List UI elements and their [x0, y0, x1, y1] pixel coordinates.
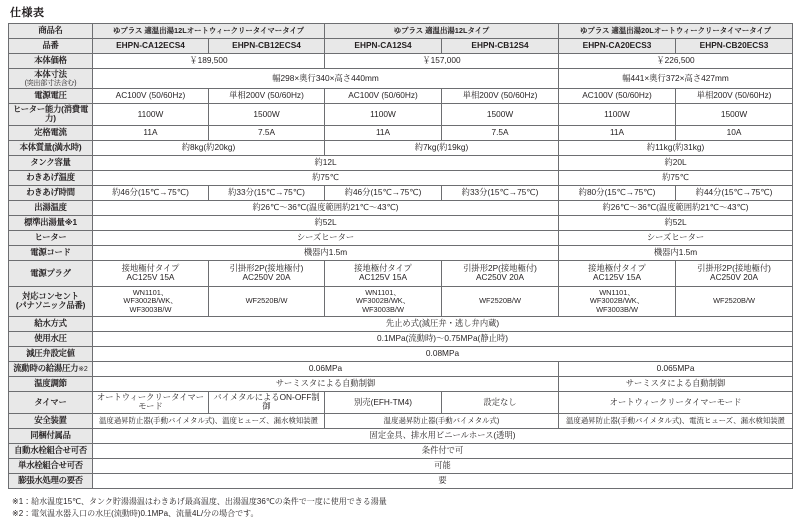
- rowhead-product-name: 商品名: [9, 24, 93, 39]
- rowhead-boiling-temp: わきあげ温度: [9, 170, 93, 185]
- reducing-valve-1: 0.08MPa: [93, 346, 793, 361]
- table-row-power-cord: [9, 245, 793, 260]
- outlet-socket-2: WF2520B/W: [209, 286, 325, 316]
- voltage-3: AC100V (50/60Hz): [325, 88, 442, 103]
- footnote-1: ※1：給水温度15℃、タンク貯湯湯温はわきあげ最高温度、出湯温度36℃の条件で一度に使用できる湯量: [12, 497, 387, 506]
- outlet-socket-4: WF2520B/W: [442, 286, 559, 316]
- tank-capacity-2: 約20L: [559, 155, 793, 170]
- power-cord-1: 機器内1.5m: [93, 245, 559, 260]
- table-row-temp-control: [9, 376, 793, 391]
- voltage-4: 単相200V (50/60Hz): [442, 88, 559, 103]
- outlet-socket-5: WN1101、 WF3002B/WK、 WF3003B/W: [559, 286, 676, 316]
- outlet-socket-6: WF2520B/W: [676, 286, 793, 316]
- table-row-power-plug: [9, 260, 793, 286]
- heater-capacity-6: 1500W: [676, 103, 793, 125]
- table-row-voltage: [9, 88, 793, 103]
- boiling-time-3: 約46分(15℃→75℃): [325, 185, 442, 200]
- model-2: EHPN-CB12ECS4: [209, 39, 325, 54]
- rowhead-water-supply: 給水方式: [9, 316, 93, 331]
- table-row-boiling-temp: [9, 170, 793, 185]
- rowhead-model: 品番: [9, 39, 93, 54]
- outlet-socket-3: WN1101、 WF3002B/WK、 WF3003B/W: [325, 286, 442, 316]
- boiling-temp-1: 約75℃: [93, 170, 559, 185]
- heater-capacity-1: 1100W: [93, 103, 209, 125]
- rated-current-6: 10A: [676, 125, 793, 140]
- table-row-price: [9, 54, 793, 69]
- table-row-reducing-valve: [9, 346, 793, 361]
- timer-3: 別売(EFH-TM4): [325, 391, 442, 413]
- rowhead-timer: タイマー: [9, 391, 93, 413]
- rowhead-auto-supply: 自動水栓組合せ可否: [9, 444, 93, 459]
- rowhead-power-cord: 電源コード: [9, 245, 93, 260]
- rowhead-rated-current: 定格電流: [9, 125, 93, 140]
- rowhead-accessories: 同梱付属品: [9, 429, 93, 444]
- heater-1: シーズヒーター: [93, 230, 559, 245]
- table-row-heater: [9, 230, 793, 245]
- table-row-outlet-temp: [9, 200, 793, 215]
- rowhead-outlet-temp: 出湯温度: [9, 200, 93, 215]
- table-row-accessories: [9, 429, 793, 444]
- rowhead-heater: ヒーター: [9, 230, 93, 245]
- rowhead-temp-control: 温度調節: [9, 376, 93, 391]
- page-title: 仕様表: [10, 7, 45, 19]
- table-row-safety-devices: [9, 414, 793, 429]
- expansion-tank-1: 要: [93, 474, 793, 489]
- relief-valve-pressure-1: 0.06MPa: [93, 361, 559, 376]
- model-1: EHPN-CA12ECS4: [93, 39, 209, 54]
- rowhead-weight: 本体質量(満水時): [9, 140, 93, 155]
- table-row-tank-capacity: [9, 155, 793, 170]
- model-6: EHPN-CB20ECS3: [676, 39, 793, 54]
- table-row-model: [9, 39, 793, 54]
- rowhead-single-tap: 単水栓組合せ可否: [9, 459, 93, 474]
- water-supply-1: 先止め式(減圧弁・逃し弁内蔵): [93, 316, 793, 331]
- heater-capacity-4: 1500W: [442, 103, 559, 125]
- product-name-series-3: ゆプラス 適温出湯20Lオートウィークリータイマータイプ: [559, 24, 793, 39]
- dimensions-1: 幅298×奥行340×高さ440mm: [93, 69, 559, 89]
- power-plug-4: 引掛形2P(接地極付) AC250V 20A: [442, 260, 559, 286]
- outlet-temp-2: 約26℃～36℃(温度範囲約21℃～43℃): [559, 200, 793, 215]
- voltage-5: AC100V (50/60Hz): [559, 88, 676, 103]
- table-row-heater-capacity: [9, 103, 793, 125]
- heater-capacity-5: 1100W: [559, 103, 676, 125]
- rowhead-expansion-tank: 膨張水処理の要否: [9, 474, 93, 489]
- rowhead-relief-valve-pressure: 流動時の給湯圧力※2: [9, 361, 93, 376]
- temp-control-1: サーミスタによる自動制御: [93, 376, 559, 391]
- standard-outlet-1: 約52L: [93, 215, 559, 230]
- table-row-single-tap: [9, 459, 793, 474]
- voltage-6: 単相200V (50/60Hz): [676, 88, 793, 103]
- price-1: ￥189,500: [93, 54, 325, 69]
- table-row-product-name: [9, 24, 793, 39]
- product-name-series-1: ゆプラス 適温出湯12Lオートウィークリータイマータイプ: [93, 24, 325, 39]
- rated-current-4: 7.5A: [442, 125, 559, 140]
- power-plug-5: 接地極付タイプ AC125V 15A: [559, 260, 676, 286]
- rowhead-reducing-valve: 減圧弁設定値: [9, 346, 93, 361]
- rowhead-boiling-time: わきあげ時間: [9, 185, 93, 200]
- table-row-standard-outlet: [9, 215, 793, 230]
- price-3: ￥226,500: [559, 54, 793, 69]
- rated-current-5: 11A: [559, 125, 676, 140]
- table-row-expansion-tank: [9, 474, 793, 489]
- power-plug-6: 引掛形2P(接地極付) AC250V 20A: [676, 260, 793, 286]
- power-cord-2: 機器内1.5m: [559, 245, 793, 260]
- rated-current-1: 11A: [93, 125, 209, 140]
- boiling-time-5: 約80分(15℃→75℃): [559, 185, 676, 200]
- boiling-time-1: 約46分(15℃→75℃): [93, 185, 209, 200]
- product-name-series-2: ゆプラス 適温出湯12Lタイプ: [325, 24, 559, 39]
- model-4: EHPN-CB12S4: [442, 39, 559, 54]
- rowhead-water-pressure: 使用水圧: [9, 331, 93, 346]
- timer-5: オートウィークリータイマーモード: [559, 391, 793, 413]
- single-tap-1: 可能: [93, 459, 793, 474]
- timer-4: 設定なし: [442, 391, 559, 413]
- voltage-2: 単相200V (50/60Hz): [209, 88, 325, 103]
- table-row-water-pressure: [9, 331, 793, 346]
- table-row-weight: [9, 140, 793, 155]
- model-3: EHPN-CA12S4: [325, 39, 442, 54]
- weight-3: 約11kg(約31kg): [559, 140, 793, 155]
- outlet-temp-1: 約26℃～36℃(温度範囲約21℃～43℃): [93, 200, 559, 215]
- timer-2: バイメタルによるON-OFF制御: [209, 391, 325, 413]
- safety-devices-2: 温度過昇防止器(手動バイメタル式): [325, 414, 559, 429]
- rowhead-heater-capacity: ヒーター能力(消費電力): [9, 103, 93, 125]
- boiling-temp-2: 約75℃: [559, 170, 793, 185]
- footnotes: [12, 496, 792, 519]
- rowhead-dimensions: 本体寸法 (突出部寸法含む): [9, 69, 93, 89]
- standard-outlet-2: 約52L: [559, 215, 793, 230]
- auto-supply-1: 条件付で可: [93, 444, 793, 459]
- rowhead-outlet-socket: 対応コンセント (パナソニック品番): [9, 286, 93, 316]
- rowhead-safety-devices: 安全装置: [9, 414, 93, 429]
- table-row-auto-supply: [9, 444, 793, 459]
- heater-capacity-3: 1100W: [325, 103, 442, 125]
- accessories-1: 固定金具、排水用ビニールホース(透明): [93, 429, 793, 444]
- voltage-1: AC100V (50/60Hz): [93, 88, 209, 103]
- outlet-socket-1: WN1101、 WF3002B/WK、 WF3003B/W: [93, 286, 209, 316]
- power-plug-1: 接地極付タイプ AC125V 15A: [93, 260, 209, 286]
- rowhead-price: 本体価格: [9, 54, 93, 69]
- power-plug-3: 接地極付タイプ AC125V 15A: [325, 260, 442, 286]
- weight-2: 約7kg(約19kg): [325, 140, 559, 155]
- boiling-time-4: 約33分(15℃→75℃): [442, 185, 559, 200]
- table-row-boiling-time: [9, 185, 793, 200]
- tank-capacity-1: 約12L: [93, 155, 559, 170]
- water-pressure-1: 0.1MPa(流動時)～0.75MPa(静止時): [93, 331, 793, 346]
- rowhead-tank-capacity: タンク容量: [9, 155, 93, 170]
- heater-2: シーズヒーター: [559, 230, 793, 245]
- heater-capacity-2: 1500W: [209, 103, 325, 125]
- table-row-water-supply: [9, 316, 793, 331]
- timer-1: オートウィークリータイマーモード: [93, 391, 209, 413]
- boiling-time-2: 約33分(15℃→75℃): [209, 185, 325, 200]
- price-2: ￥157,000: [325, 54, 559, 69]
- model-5: EHPN-CA20ECS3: [559, 39, 676, 54]
- rated-current-2: 7.5A: [209, 125, 325, 140]
- rowhead-standard-outlet: 標準出湯量※1: [9, 215, 93, 230]
- weight-1: 約8kg(約20kg): [93, 140, 325, 155]
- relief-valve-pressure-2: 0.065MPa: [559, 361, 793, 376]
- temp-control-2: サーミスタによる自動制御: [559, 376, 793, 391]
- table-row-rated-current: [9, 125, 793, 140]
- rowhead-power-plug: 電源プラグ: [9, 260, 93, 286]
- safety-devices-1: 温度過昇防止器(手動バイメタル式)、温度ヒューズ、漏水検知装置: [93, 414, 325, 429]
- rated-current-3: 11A: [325, 125, 442, 140]
- dimensions-2: 幅441×奥行372×高さ427mm: [559, 69, 793, 89]
- boiling-time-6: 約44分(15℃→75℃): [676, 185, 793, 200]
- footnote-2: ※2：電気温水器入口の水圧(流動時)0.1MPa、流量4L/分の場合です。: [12, 508, 259, 518]
- power-plug-2: 引掛形2P(接地極付) AC250V 20A: [209, 260, 325, 286]
- table-row-timer: [9, 391, 793, 413]
- table-row-relief-valve-pressure: [9, 361, 793, 376]
- table-row-dimensions: [9, 69, 793, 89]
- specification-table: [8, 23, 793, 489]
- safety-devices-3: 温度過昇防止器(手動バイメタル式)、電流ヒューズ、漏水検知装置: [559, 414, 793, 429]
- table-row-outlet-socket: [9, 286, 793, 316]
- rowhead-voltage: 電源電圧: [9, 88, 93, 103]
